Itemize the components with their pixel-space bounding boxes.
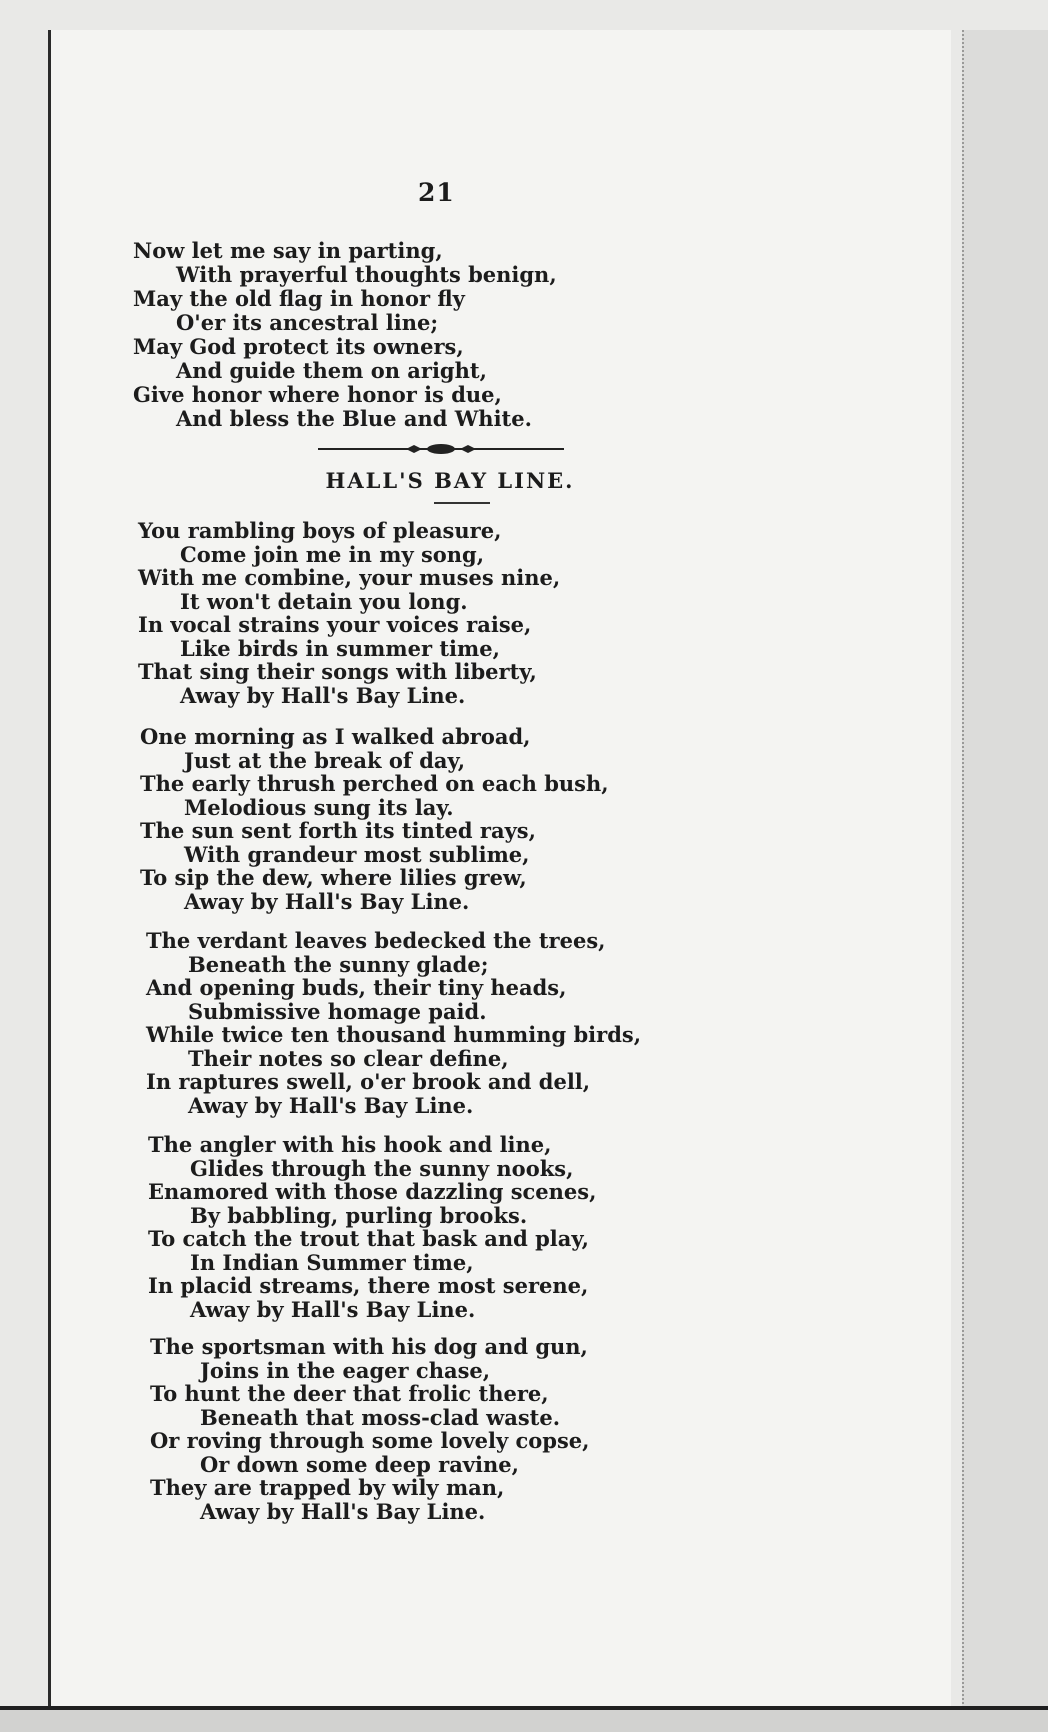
verse-line: Come join me in my song, (180, 541, 485, 567)
verse-line: With me combine, your muses nine, (138, 565, 561, 590)
verse-line: And bless the Blue and White. (176, 406, 532, 431)
page-number: 21 (418, 178, 455, 207)
verse-line: Or down some deep ravine, (200, 1451, 519, 1477)
verse-line: In placid streams, there most serene, (148, 1273, 589, 1298)
verse-line: Like birds in summer time, (180, 635, 500, 661)
verse-line: May the old flag in honor fly (133, 286, 465, 311)
page-bottom-edge (0, 1706, 1048, 1732)
verse-line: The verdant leaves bedecked the trees, (146, 928, 606, 953)
verse-line: While twice ten thousand humming birds, (146, 1022, 642, 1047)
verse-line: To catch the trout that bask and play, (148, 1226, 589, 1251)
verse-line: The early thrush perched on each bush, (140, 771, 609, 796)
verse-line: Joins in the eager chase, (200, 1357, 491, 1383)
verse-line: And guide them on aright, (176, 358, 487, 383)
verse-line: Enamored with those dazzling scenes, (148, 1179, 597, 1204)
verse-line: That sing their songs with liberty, (138, 659, 537, 684)
verse-line: In raptures swell, o'er brook and dell, (146, 1069, 591, 1094)
verse-line: They are trapped by wily man, (150, 1475, 505, 1500)
verse-line: Away by Hall's Bay Line. (180, 682, 466, 708)
verse-line: You rambling boys of pleasure, (138, 518, 502, 543)
verse-line: The sun sent forth its tinted rays, (140, 818, 536, 843)
verse-line: Their notes so clear define, (188, 1045, 509, 1071)
ornament-divider-icon (318, 443, 564, 455)
verse-line: In vocal strains your voices raise, (138, 612, 532, 637)
verse-line: Melodious sung its lay. (184, 794, 454, 820)
verse-line: Just at the break of day, (184, 747, 466, 773)
verse-line: It won't detain you long. (180, 588, 468, 614)
title-underline (434, 502, 490, 504)
verse-line: The sportsman with his dog and gun, (150, 1334, 588, 1359)
verse-line: To sip the dew, where lilies grew, (140, 865, 527, 890)
verse-line: Now let me say in parting, (133, 238, 443, 263)
verse-line: With prayerful thoughts benign, (176, 262, 557, 287)
verse-line: Submissive homage paid. (188, 998, 487, 1024)
verse-line: With grandeur most sublime, (184, 841, 530, 867)
verse-line: And opening buds, their tiny heads, (146, 975, 567, 1000)
verse-line: Beneath that moss-clad waste. (200, 1404, 561, 1430)
verse-line: The angler with his hook and line, (148, 1132, 552, 1157)
verse-line: To hunt the deer that frolic there, (150, 1381, 549, 1406)
verse-line: In Indian Summer time, (190, 1249, 474, 1275)
verse-line: Beneath the sunny glade; (188, 951, 489, 977)
song-title: HALL'S BAY LINE. (325, 468, 575, 493)
verse-line: One morning as I walked abroad, (140, 724, 531, 749)
page-edge (962, 30, 1048, 1720)
verse-line: By babbling, purling brooks. (190, 1202, 528, 1228)
verse-line: Or roving through some lovely copse, (150, 1428, 590, 1453)
verse-line: Give honor where honor is due, (133, 382, 502, 407)
verse-line: May God protect its owners, (133, 334, 464, 359)
verse-line: Away by Hall's Bay Line. (188, 1092, 474, 1118)
verse-line: O'er its ancestral line; (176, 310, 439, 335)
verse-line: Away by Hall's Bay Line. (200, 1498, 486, 1524)
verse-line: Away by Hall's Bay Line. (190, 1296, 476, 1322)
verse-line: Glides through the sunny nooks, (190, 1155, 574, 1181)
verse-line: Away by Hall's Bay Line. (184, 888, 470, 914)
